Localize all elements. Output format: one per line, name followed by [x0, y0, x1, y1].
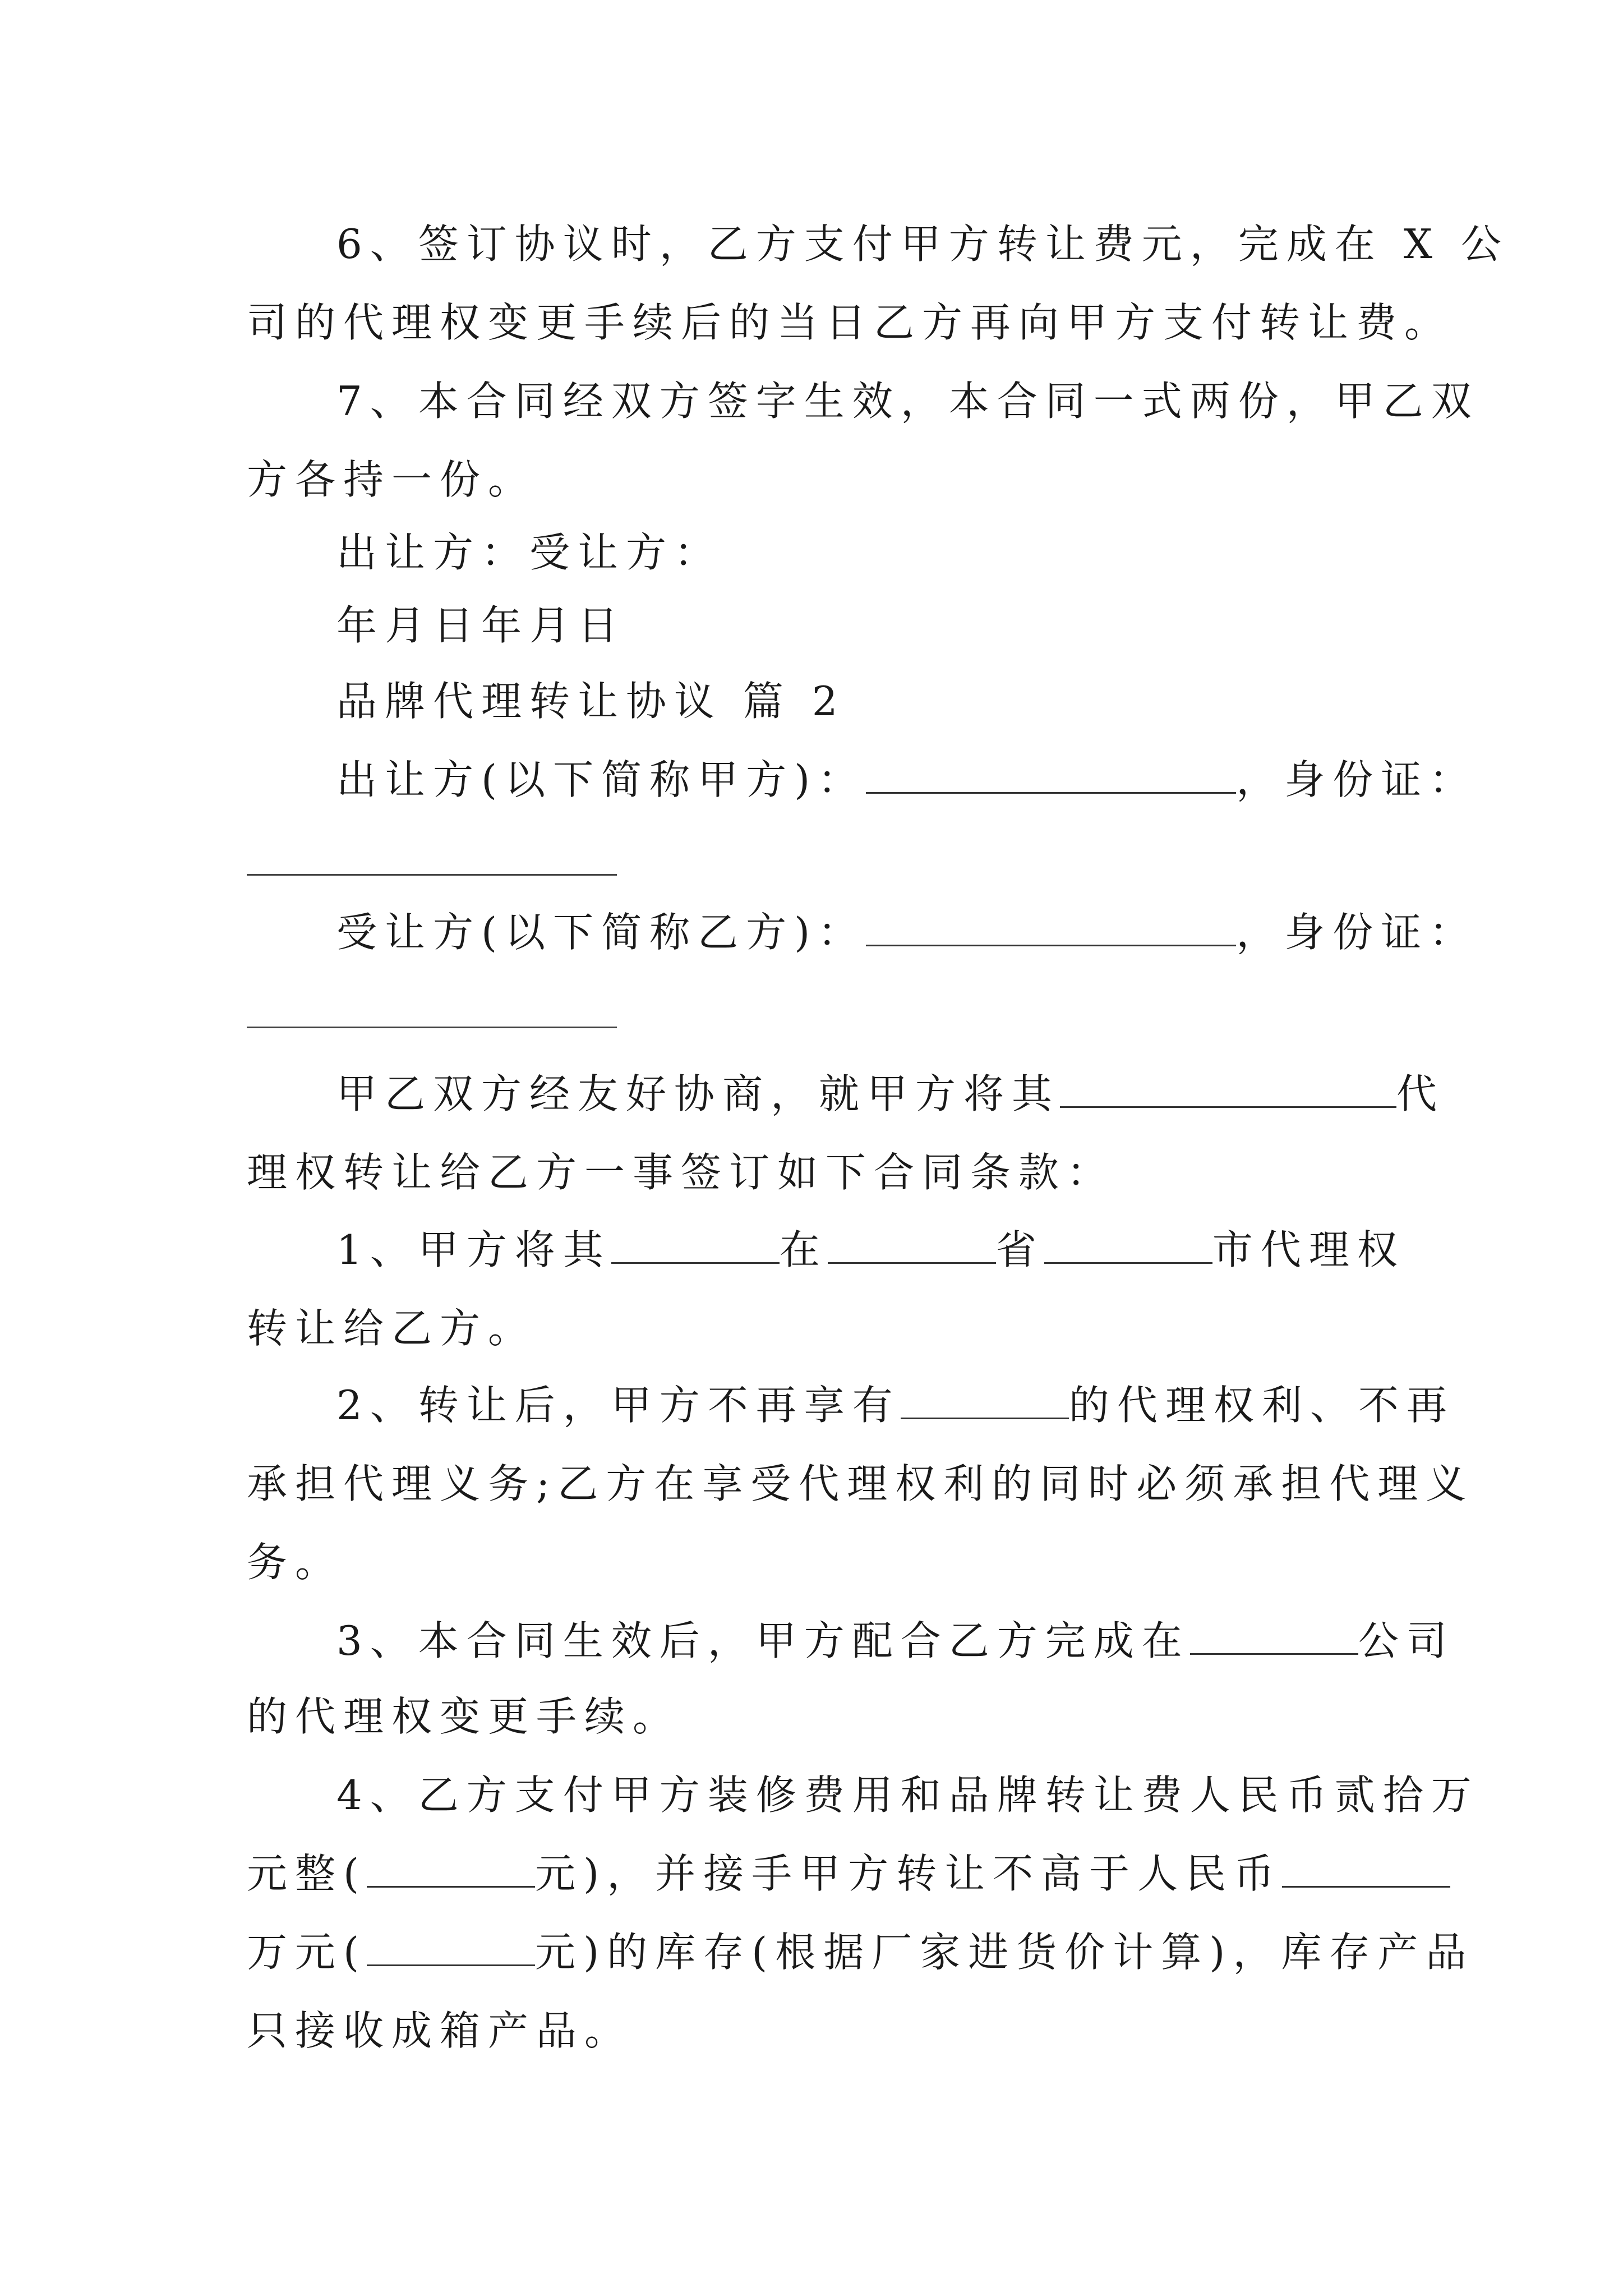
- clause-4-line-3: [247, 1924, 1474, 1980]
- clause-2-text-b: 的代理权利、不再: [1068, 1382, 1455, 1429]
- clause-6-line-1: 6、签订协议时，乙方支付甲方转让费元，完成在 X 公: [336, 220, 1509, 268]
- clause-4-line-2-a: 元整(: [247, 1850, 367, 1897]
- clause-2-line-2: 承担代理义务;乙方在享受代理权利的同时必须承担代理义: [247, 1460, 1474, 1507]
- clause-6-line-2: 司的代理权变更手续后的当日乙方再向甲方支付转让费。: [247, 299, 1453, 346]
- clause-1-text-c: 省: [995, 1226, 1044, 1273]
- clause-1-blank-2: [828, 1223, 996, 1264]
- clause-2-line-1: [336, 1377, 1455, 1433]
- clause-4-line-1: 4、乙方支付甲方装修费用和品牌转让费人民币贰拾万: [336, 1772, 1479, 1819]
- clause-1-text-a: 1、甲方将其: [336, 1226, 611, 1273]
- clause-3-blank: [1190, 1614, 1358, 1655]
- party-b-label: 受让方(以下简称乙方)：: [336, 909, 866, 956]
- party-b-name-blank: [866, 905, 1236, 946]
- clause-1-text-b: 在: [779, 1226, 828, 1273]
- party-a-id-label: ，身份证：: [1236, 756, 1478, 803]
- clause-3-line-1: [336, 1613, 1455, 1669]
- party-b-id-blank: [247, 1027, 617, 1028]
- section-title: 品牌代理转让协议 篇 2: [336, 678, 846, 725]
- clause-1-line-1: [336, 1222, 1405, 1278]
- clause-4-line-2-b: 元)，并接手甲方转让不高于人民币: [535, 1850, 1283, 1897]
- clause-4-blank-3: [367, 1925, 535, 1966]
- clause-4-line-4: 只接收成箱产品。: [247, 2007, 633, 2054]
- clause-7-line-1: 7、本合同经双方签字生效，本合同一式两份，甲乙双: [336, 378, 1479, 425]
- clause-2-line-3: 务。: [247, 1539, 344, 1586]
- intro-blank: [1060, 1067, 1396, 1108]
- clause-2-blank: [901, 1378, 1069, 1419]
- party-b-id-label: ，身份证：: [1236, 909, 1478, 956]
- clause-1-text-d: 市代理权: [1212, 1226, 1405, 1273]
- clause-4-blank-1: [367, 1847, 535, 1888]
- clause-3-text-b: 公司: [1358, 1617, 1455, 1664]
- intro-line-1-end: 代: [1396, 1070, 1445, 1117]
- clause-1-blank-1: [611, 1223, 780, 1264]
- intro-line-1-text: 甲乙双方经友好协商，就甲方将其: [336, 1070, 1061, 1117]
- intro-line-2: 理权转让给乙方一事签订如下合同条款：: [247, 1149, 1115, 1196]
- clause-2-text-a: 2、转让后，甲方不再享有: [336, 1382, 901, 1429]
- party-b-row: [336, 904, 1478, 960]
- clause-1-line-2: 转让给乙方。: [247, 1305, 537, 1352]
- signature-dates: 年月日年月日: [336, 602, 626, 649]
- clause-3-text-a: 3、本合同生效后，甲方配合乙方完成在: [336, 1617, 1190, 1664]
- clause-4-blank-2: [1282, 1847, 1450, 1888]
- clause-1-blank-3: [1044, 1223, 1212, 1264]
- party-a-name-blank: [866, 753, 1236, 794]
- clause-4-line-3-b: 元)的库存(根据厂家进货价计算)，库存产品: [535, 1929, 1474, 1976]
- clause-4-line-3-a: 万元(: [247, 1929, 367, 1976]
- signature-parties: 出让方：受让方：: [336, 529, 723, 576]
- party-a-row: [336, 752, 1478, 808]
- party-a-label: 出让方(以下简称甲方)：: [336, 756, 866, 803]
- clause-4-line-2: [247, 1846, 1396, 1902]
- clause-7-line-2: 方各持一份。: [247, 456, 537, 503]
- party-a-id-blank: [247, 874, 617, 876]
- intro-line-1: [336, 1066, 1445, 1122]
- clause-3-line-2: 的代理权变更手续。: [247, 1693, 681, 1740]
